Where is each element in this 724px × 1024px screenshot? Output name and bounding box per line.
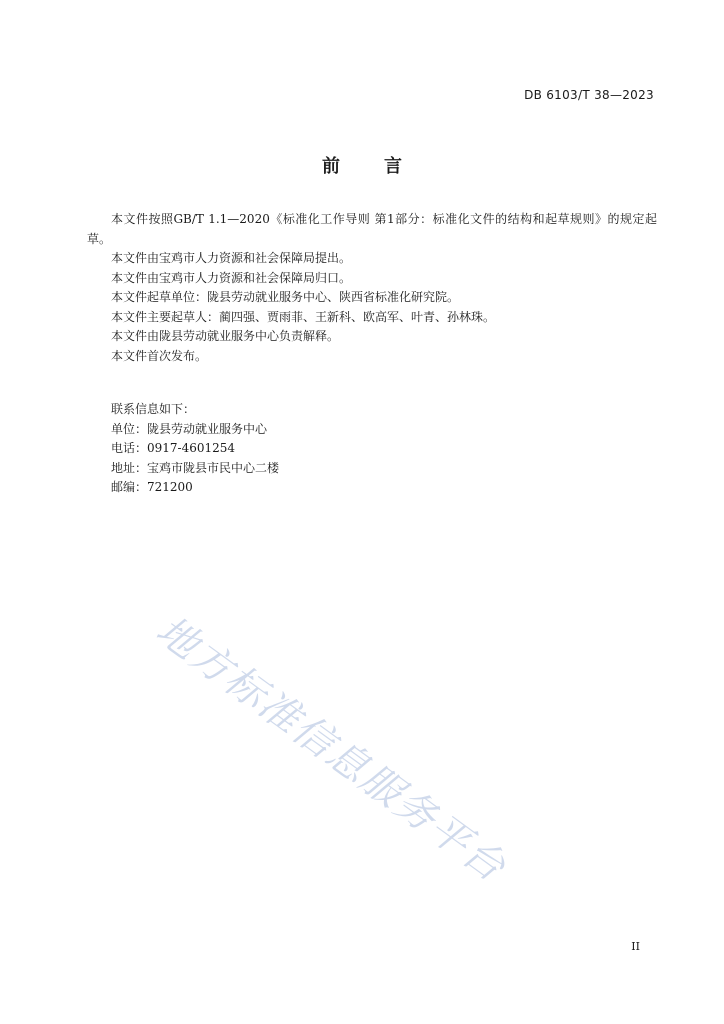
contact-phone: 电话：0917-4601254: [111, 441, 236, 455]
contact-address: 地址：宝鸡市陇县市民中心二楼: [111, 460, 280, 475]
document-code: DB 6103/T 38—2023: [524, 88, 654, 102]
contact-postcode: 邮编：721200: [111, 480, 193, 494]
paragraph-administered-by: 本文件由宝鸡市人力资源和社会保障局归口。: [111, 270, 352, 285]
contact-info: [111, 400, 511, 498]
foreword-body: [87, 210, 657, 366]
paragraph-proposed-by: 本文件由宝鸡市人力资源和社会保障局提出。: [111, 251, 352, 265]
title-char-1: 前: [322, 156, 340, 177]
paragraph-drafting-units: 本文件起草单位：陇县劳动就业服务中心、陕西省标准化研究院。: [111, 290, 460, 304]
paragraph-first-release: 本文件首次发布。: [111, 348, 208, 363]
paragraph-interpretation: 本文件由陇县劳动就业服务中心负责解释。: [111, 329, 340, 343]
contact-unit: 单位：陇县劳动就业服务中心: [111, 421, 268, 436]
page-number: II: [631, 940, 640, 953]
watermark: 地方标准信息服务平台: [147, 607, 515, 892]
page-title: [0, 152, 724, 178]
contact-heading: 联系信息如下：: [111, 402, 196, 416]
paragraph-drafters: 本文件主要起草人：蔺四强、贾雨菲、王新科、欧高军、叶青、孙林珠。: [111, 309, 496, 324]
paragraph-drafting-rules: 本文件按照GB/T 1.1—2020《标准化工作导则 第1部分：标准化文件的结构和起草规则》的规定起草。: [87, 212, 657, 246]
title-char-2: 言: [384, 156, 402, 177]
